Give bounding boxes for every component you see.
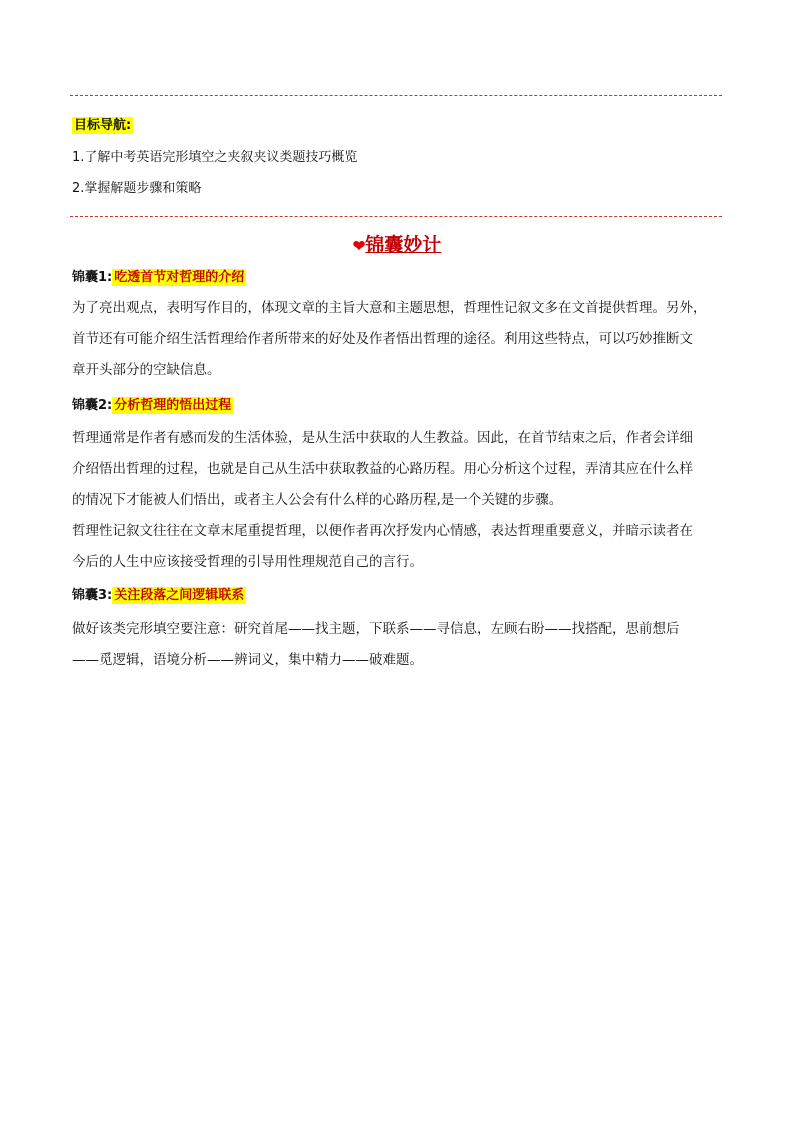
divider-bottom xyxy=(70,216,722,217)
tip-3-line-1: 做好该类完形填空要注意：研究首尾——找主题，下联系——寻信息，左顾右盼——找搭配，思前想后 xyxy=(72,621,680,637)
tip-1-line-1: 为了亮出观点，表明写作目的，体现文章的主旨大意和主题思想，哲理性记叙文多在文首提供哲理。另外， xyxy=(72,300,707,316)
goal-label-row xyxy=(72,116,133,136)
tip-1-heading xyxy=(72,268,246,288)
goal-item-2: 2.掌握解题步骤和策略 xyxy=(72,181,202,196)
tip-1-line-3: 章开头部分的空缺信息。 xyxy=(72,362,221,378)
tip-2-line-1: 哲理通常是作者有感而发的生活体验，是从生活中获取的人生教益。因此，在首节结束之后，作者会详细 xyxy=(72,430,693,446)
heart-icon: ❤ xyxy=(352,237,366,255)
tip-3-title: 关注段落之间逻辑联系 xyxy=(114,588,245,603)
goal-item-1: 1.了解中考英语完形填空之夹叙夹议类题技巧概览 xyxy=(72,150,358,165)
section-title xyxy=(0,230,794,257)
divider-top xyxy=(70,95,722,96)
tip-1-body xyxy=(72,293,724,386)
tip-3-heading xyxy=(72,586,246,606)
tip-2-line-2: 介绍悟出哲理的过程，也就是自己从生活中获取教益的心路历程。用心分析这个过程，弄清其应在什么样 xyxy=(72,461,693,477)
tip-2-line-3: 的情况下才能被人们悟出，或者主人公会有什么样的心路历程,是一个关键的步骤。 xyxy=(72,492,563,508)
tip-2-line-4: 哲理性记叙文往往在文章末尾重提哲理，以便作者再次抒发内心情感，表达哲理重要意义，并暗示读者在 xyxy=(72,523,693,539)
tip-1-line-2: 首节还有可能介绍生活哲理给作者所带来的好处及作者悟出哲理的途径。利用这些特点，可以巧妙推断文 xyxy=(72,331,693,347)
tip-2-title: 分析哲理的悟出过程 xyxy=(114,398,232,413)
tip-1-label: 锦囊1: xyxy=(72,270,113,285)
section-title-text: 锦囊妙计 xyxy=(365,234,442,256)
tip-2-label: 锦囊2: xyxy=(72,398,113,413)
tip-3-line-2: ——觅逻辑，语境分析——辨词义，集中精力——破难题。 xyxy=(72,652,423,668)
tip-3-body xyxy=(72,614,724,676)
tip-2-body xyxy=(72,423,724,578)
tip-1-title: 吃透首节对哲理的介绍 xyxy=(114,270,245,285)
tip-2-heading xyxy=(72,396,233,416)
goal-label: 目标导航: xyxy=(74,118,132,133)
tip-3-label: 锦囊3: xyxy=(72,588,113,603)
tip-2-line-5: 今后的人生中应该接受哲理的引导用性理规范自己的言行。 xyxy=(72,554,423,570)
